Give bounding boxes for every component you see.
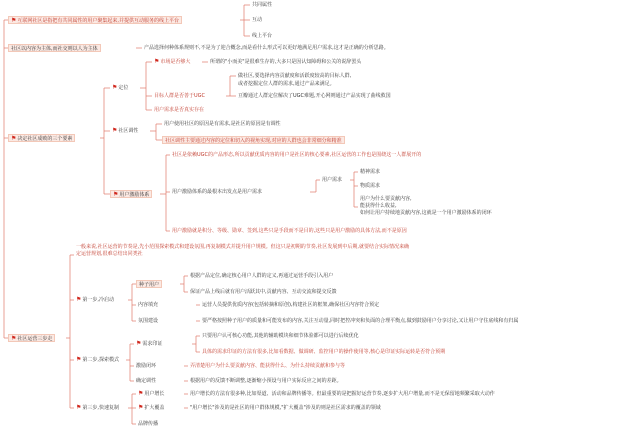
red-flag-icon: ⚑	[138, 404, 144, 411]
node-choose-target-1[interactable]: 做社区,要选择内容贡献度和活跃度较高的目标人群,	[238, 73, 352, 79]
node-verify-core[interactable]: 只要用户认可核心功能,其他的辅助模块和细节体验都可以进行后续优化	[202, 333, 359, 339]
node-incentive-system[interactable]: ⚑用户激励体系	[110, 190, 152, 198]
red-flag-icon: ⚑	[76, 296, 82, 303]
node-content-vs-social[interactable]: 社区以内容为主体,而社交则以人为主体	[8, 44, 101, 52]
loop-line-1: 用户为什么要贡献内容,	[360, 196, 412, 202]
node-content-fill-desc[interactable]: 运营人员提供优质内容(包括转摘和原创),构建社区的框架,确保社区内容符合预定	[202, 302, 380, 308]
node-ugc-core[interactable]: 社区是依赖UGC的产品形态,所以贡献优质内容的用户是社区的核心要素,社区运营的工作也是围绕这一人群展开的	[172, 152, 422, 158]
loop-line-3: 如何让用户持续地贡献内容,这就是一个用户激励体系的闭环	[360, 210, 492, 216]
red-flag-icon: ⚑	[136, 340, 142, 347]
red-flag-icon: ⚑	[138, 390, 144, 397]
node-positioning[interactable]: ⚑定位	[112, 84, 129, 91]
red-flag-icon: ⚑	[76, 356, 82, 363]
red-flag-icon: ⚑	[112, 84, 118, 91]
node-material-need[interactable]: 物质需求	[360, 183, 381, 189]
node-common-attribute[interactable]: 共同属性	[252, 2, 273, 8]
node-growth-method[interactable]: 用户增长的方法有很多种,比如渠道、活动和品牌传播等。但最重要的是把握好运营节奏,逐步扩大用户增量,而不是无保留地频繁采取大动作	[190, 391, 495, 397]
node-expand-coverage[interactable]: ⚑扩大覆盖	[138, 404, 165, 411]
node-tone-adjust[interactable]: 根据用户的反馈不断调整,逐渐缩小预设与用户实际反应之间的差距。	[190, 378, 342, 384]
node-small-beautiful[interactable]: 所谓的"小而美"是很难生存的,大多只是因认知障碍和公关的说辞罢头	[210, 59, 362, 65]
node-step3-replicate[interactable]: ⚑第三步,快速复制	[76, 404, 119, 411]
node-target-ugc[interactable]: 目标人群是否善于UGC	[154, 93, 206, 99]
node-tone-reason[interactable]: 用户使用社区的原因是有需求,是社区的原因是有调性	[164, 121, 281, 127]
node-user-growth[interactable]: ⚑用户增长	[138, 390, 165, 397]
node-spiritual-need[interactable]: 精神需求	[360, 169, 381, 175]
node-user-need[interactable]: 用户需求	[322, 177, 343, 183]
red-flag-icon: ⚑	[154, 58, 160, 65]
red-flag-icon: ⚑	[11, 17, 17, 24]
node-product-system-rule[interactable]: 产品选择何种体系规则不,不是为了迎合概念,而是看什么形式可以更好地满足用户需求,这才是正确的分析思路。	[144, 45, 389, 51]
node-real-demand[interactable]: 用户需求是否真实存在	[154, 107, 205, 113]
node-content-fill[interactable]: 内容填充	[138, 302, 159, 308]
node-incentive-loop[interactable]	[358, 196, 494, 217]
node-market-size[interactable]: ⚑市场是否够大	[154, 58, 191, 65]
red-flag-icon: ⚑	[112, 127, 118, 134]
node-douban-example[interactable]: 豆瓣通过人群定位解决了UGC难题,开心网则通过产品实现了曲线救国	[238, 93, 391, 99]
node-tone-realize[interactable]: 社区调性主要通过内容的定位和切入的视角实现,对应的人群也会非常细分和精准	[162, 136, 345, 144]
node-coverage-desc[interactable]: "用户增长"涉及的是社区的用户群体规模,"扩大覆盖"涉及的则是社区需求的覆盖的领域	[190, 405, 381, 411]
red-flag-icon: ⚑	[76, 404, 82, 411]
node-demand-verify[interactable]: ⚑需求印证	[136, 340, 163, 347]
red-flag-icon: ⚑	[113, 191, 119, 198]
node-incentive-loop-2[interactable]: 激励闭环	[136, 363, 157, 369]
node-three-steps[interactable]: ⚑社区运营三步走	[8, 334, 55, 342]
node-step2-explore[interactable]: ⚑第二步,探索模式	[76, 356, 119, 363]
node-atmosphere[interactable]: 氛围建设	[138, 318, 159, 324]
node-internet-community-definition[interactable]: ⚑互联网社区是指把有共同属性的用户聚集起来,并提供互动服务的线上平台	[8, 16, 182, 24]
node-incentive-means[interactable]: 用户激励就是积分、等级、勋章、签到,这些只是手段而不是目的,这些只是用户激励的具体方法,而不是原因	[172, 228, 407, 234]
node-interaction[interactable]: 互动	[252, 17, 263, 23]
node-seed-active[interactable]: 保证产品上线后就有用户活跃其中,贡献内容、互动交流和提交反馈	[190, 289, 337, 295]
node-seed-define[interactable]: 根据产品定位,确定核心用户人群的定义,再通过运营手段引入用户	[190, 273, 334, 279]
node-step1-cold-start[interactable]: ⚑第一步,冷启动	[76, 296, 114, 303]
red-flag-icon: ⚑	[11, 135, 17, 142]
node-determine-tone[interactable]: 确定调性	[136, 378, 157, 384]
node-loop-desc[interactable]: 弄清楚用户为什么要贡献内容、能获得什么、为什么持续贡献和参与等	[190, 363, 346, 369]
node-brand-spread[interactable]: 品牌传播	[138, 421, 159, 427]
node-online-platform[interactable]: 线上平台	[252, 33, 273, 39]
node-verify-method[interactable]: 具体的需求印证的方法有很多,比如看数据、做调研、监控用户的操作使用等,核心是印证实际运转是否符合预期	[202, 349, 446, 355]
node-incentive-root[interactable]: 用户激励体系的最根本出发点是用户需求	[172, 189, 263, 195]
node-atmosphere-desc[interactable]: 要严格按照种子用户的质量和可能发布的内容,关注互动量,同时把控冲突和负面的合理平衡点,做到鼓励用户分享讨论,又让用户守住底线和有归属	[202, 318, 519, 324]
node-seed-users[interactable]: 种子用户	[136, 280, 162, 288]
red-flag-icon: ⚑	[11, 335, 17, 342]
node-operation-rhythm[interactable]: 一般来说,社区运营的节奏是,先小范围探索模式和建设氛围,再复制模式并提升用户规模。但这只是初期的节奏,社区发展到中后期,就要结合实际情况来确定运营规划,很难总结出同类社	[76, 244, 409, 257]
node-choose-target-2[interactable]: 或者挖掘定位人群的需求,通过产品来满足。	[238, 81, 335, 87]
node-three-factors[interactable]: ⚑决定社区成败的三个要素	[8, 134, 75, 142]
node-community-tone[interactable]: ⚑社区调性	[112, 127, 139, 134]
loop-line-2: 能获得什么收益,	[360, 203, 397, 209]
